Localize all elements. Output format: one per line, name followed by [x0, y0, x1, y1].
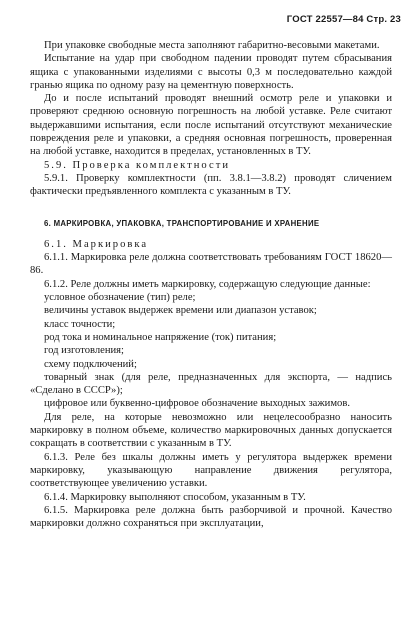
- list-item: цифровое или буквенно-цифровое обозначение выходных зажимов.: [44, 398, 351, 410]
- list-item: класс точности;: [44, 318, 116, 330]
- paragraph: 6.1.5. Маркировка реле должна быть разборчивой и прочной. Качество маркировки должно сохраняться при эксплуатации,: [30, 504, 392, 530]
- paragraph: Для реле, на которые невозможно или нецелесообразно наносить маркировку в полном объеме, количество маркировочных данных допускается сокращать в соответствии с указанным в ТУ.: [30, 411, 392, 450]
- section-title: 6. МАРКИРОВКА, УПАКОВКА, ТРАНСПОРТИРОВАНИЕ И ХРАНЕНИЕ: [44, 218, 320, 228]
- paragraph: При упаковке свободные места заполняют габаритно-весовыми макетами.: [44, 40, 380, 51]
- document-body: [30, 39, 392, 530]
- paragraph: 5.9.1. Проверку комплектности (пп. 3.8.1—3.8.2) проводят сличением фактически предъявленного комплекта с указанным в ТУ.: [30, 172, 392, 198]
- paragraph: 6.1.2. Реле должны иметь маркировку, содержащую следующие данные:: [44, 278, 371, 290]
- list-item: товарный знак (для реле, предназначенных для экспорта, — надпись «Сделано в СССР»);: [30, 371, 392, 397]
- list-item: род тока и номинальное напряжение (ток) питания;: [44, 331, 277, 343]
- list-item: величины уставок выдержек времени или диапазон уставок;: [44, 305, 317, 317]
- paragraph: Испытание на удар при свободном падении проводят путем сбрасывания ящика с упакованными изделиями с высоты 0,3 м последовательно каждой гранью ящика по одному разу на цементную поверхность.: [30, 53, 392, 91]
- list-item: год изготовления;: [44, 345, 124, 357]
- subsection-title: 5.9. Проверка комплектности: [44, 159, 230, 171]
- list-item: схему подключений;: [44, 358, 137, 370]
- subsection-title: 6.1. Маркировка: [44, 238, 149, 250]
- page-header: ГОСТ 22557—84 Стр. 23: [286, 14, 401, 25]
- list-item: условное обозначение (тип) реле;: [44, 292, 196, 304]
- paragraph: 6.1.3. Реле без шкалы должны иметь у регулятора выдержек времени маркировку, указывающую направление движения регулятора, соответствующее увеличению уставки.: [30, 451, 392, 490]
- paragraph: 6.1.1. Маркировка реле должна соответствовать требованиям ГОСТ 18620—86.: [30, 252, 392, 277]
- paragraph: 6.1.4. Маркировку выполняют способом, указанным в ТУ.: [44, 491, 306, 503]
- paragraph: До и после испытаний проводят внешний осмотр реле и упаковки и проверяют среднюю основную погрешность на любой уставке. Реле считают выдержавшими испытания, если после испытаний отсутствуют механические повреждения реле и упаковки, а средняя основная погрешность, проверенная на любой уставке, находится в пределах, установленных в ТУ.: [30, 93, 392, 158]
